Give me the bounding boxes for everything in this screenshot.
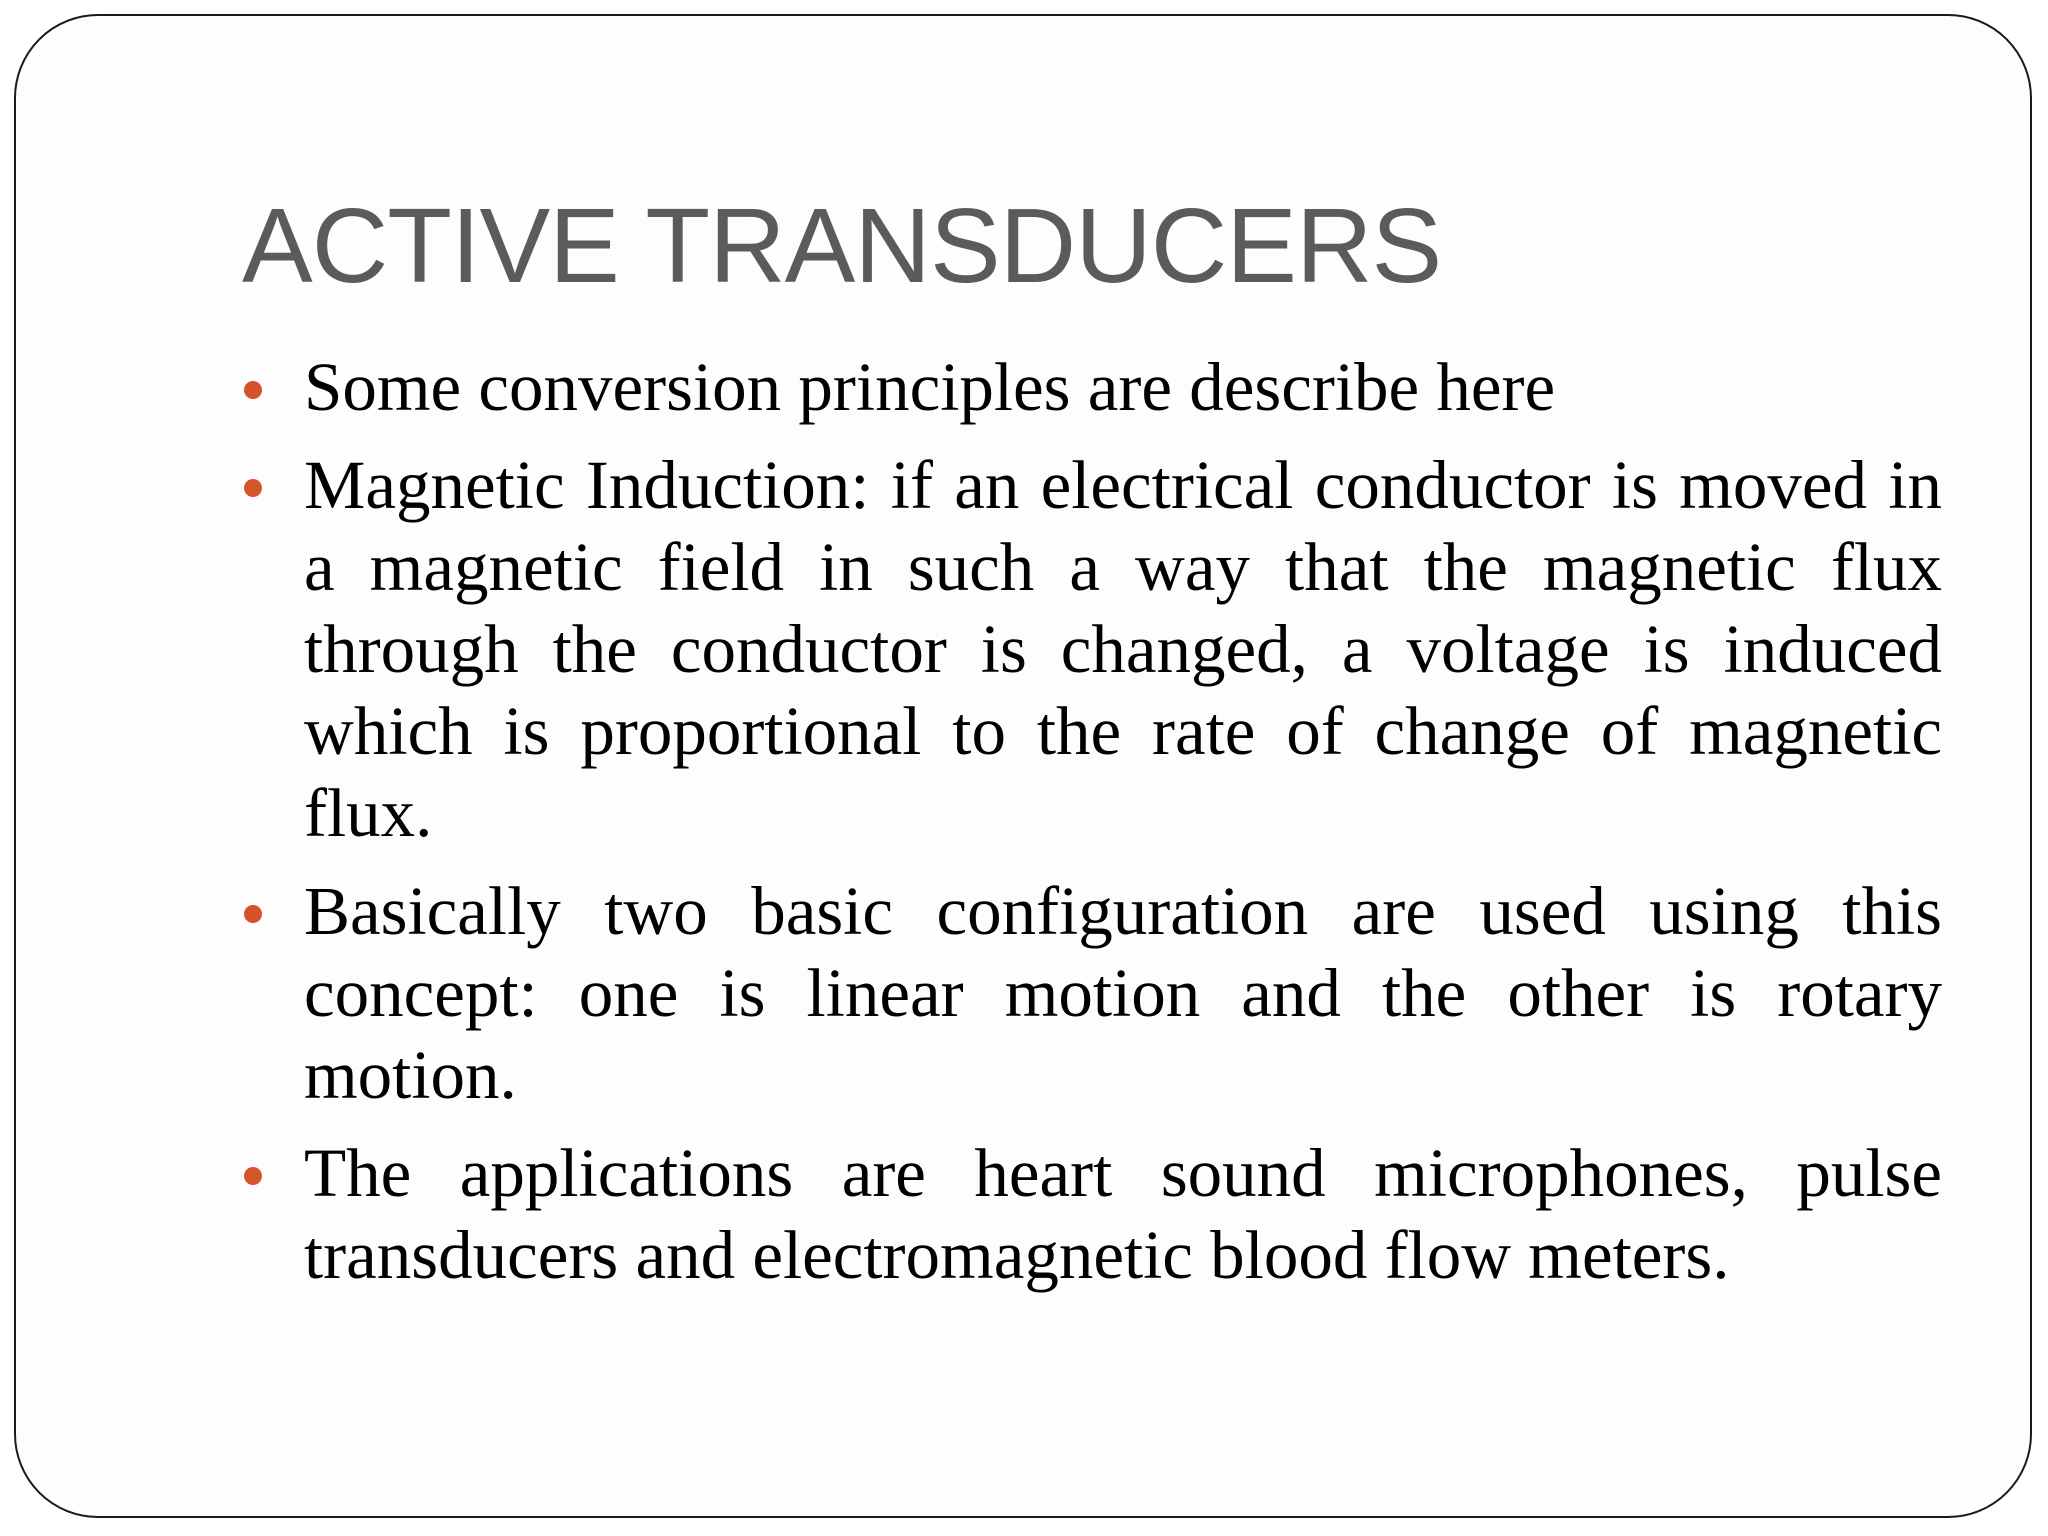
slide-frame bbox=[14, 14, 2032, 1518]
bullet-text: The applications are heart sound microphones, pulse transducers and electromagnetic blood flow meters. bbox=[304, 1135, 1942, 1293]
bullet-text: Some conversion principles are describe here bbox=[304, 349, 1556, 425]
bullet-text: Basically two basic configuration are used using this concept: one is linear motion and the other is rotary motion. bbox=[304, 873, 1942, 1113]
bullet-list bbox=[242, 346, 1942, 1312]
slide-title: ACTIVE TRANSDUCERS bbox=[242, 187, 1442, 305]
list-item bbox=[242, 444, 1942, 854]
list-item bbox=[242, 870, 1942, 1116]
bullet-text: Magnetic Induction: if an electrical conductor is moved in a magnetic field in such a way that the magnetic flux through the conductor is changed, a voltage is induced which is proportional to the rate of change of magnetic flux. bbox=[304, 447, 1942, 851]
bullet-dot-icon bbox=[244, 905, 262, 923]
list-item bbox=[242, 1132, 1942, 1296]
bullet-dot-icon bbox=[244, 381, 262, 399]
bullet-dot-icon bbox=[244, 1167, 262, 1185]
list-item bbox=[242, 346, 1942, 428]
bullet-dot-icon bbox=[244, 479, 262, 497]
